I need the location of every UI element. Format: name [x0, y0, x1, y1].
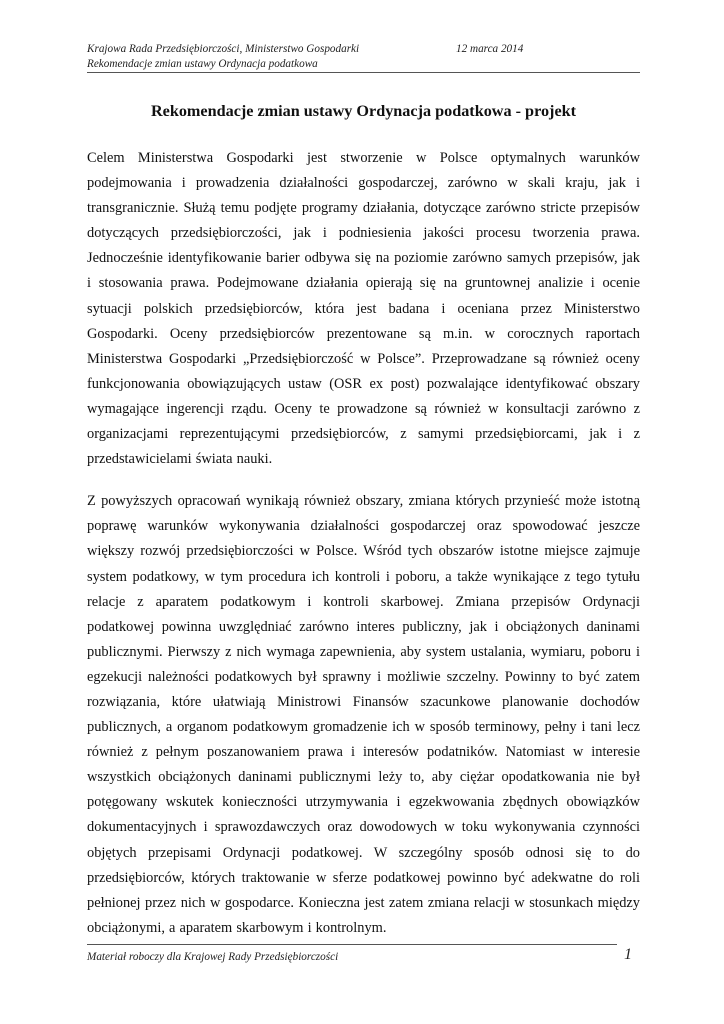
page-header	[87, 42, 640, 72]
footer-divider	[87, 944, 617, 945]
header-organization: Krajowa Rada Przedsiębiorczości, Ministerstwo Gospodarki	[87, 43, 360, 55]
document-title: Rekomendacje zmian ustawy Ordynacja podatkowa - projekt	[150, 102, 577, 120]
document-body	[87, 146, 640, 941]
paragraph-1: Celem Ministerstwa Gospodarki jest stworzenie w Polsce optymalnych warunków podejmowania i prowadzenia działalności gospodarczej, zarówno w skali kraju, jak i transgranicznie. Służą temu podjęte programy działania, dotyczące zarówno stricte przepisów dotyczących przedsiębiorczości, jak i podniesienia jakości procesu tworzenia prawa. Jednocześnie identyfikowanie barier odbywa się na poziomie zarówno samych przepisów, jak i stosowania prawa. Podejmowane działania opierają się na gruntownej analizie i ocenie sytuacji polskich przedsiębiorców, która jest badana i oceniana przez Ministerstwo Gospodarki. Oceny przedsiębiorców prezentowane są m.in. w corocznych raportach Ministerstwa Gospodarki „Przedsiębiorczość w Polsce”. Przeprowadzane są również oceny funkcjonowania obowiązujących ustaw (OSR ex post) pozwalające identyfikować obszary wymagające ingerencji rządu. Oceny te prowadzone są również w konsultacji zarówno z organizacjami reprezentującymi przedsiębiorców, z samymi przedsiębiorcami, jak i z przedstawicielami świata nauki.	[87, 150, 640, 468]
header-subtitle: Rekomendacje zmian ustawy Ordynacja podatkowa	[87, 58, 318, 70]
footer-text: Materiał roboczy dla Krajowej Rady Przedsiębiorczości	[87, 951, 339, 963]
paragraph-2: Z powyższych opracowań wynikają również obszary, zmiana których przynieść może istotną poprawę warunków wykonywania działalności gospodarczej oraz spowodować jeszcze większy rozwój przedsiębiorczości w Polsce. Wśród tych obszarów istotne miejsce zajmuje system podatkowy, w tym procedura ich kontroli i poboru, a także wynikające z tego tytułu relacje z aparatem podatkowym i kontroli skarbowej. Zmiana przepisów Ordynacji podatkowej powinna uwzględniać zarówno interes publiczny, jak i obciążonych daninami publicznymi. Pierwszy z nich wymaga zapewnienia, aby system ustalania, wymiaru, poboru i egzekucji należności podatkowych był sprawny i możliwie szczelny. Powinny to być zatem rozwiązania, które ułatwiają Ministrowi Finansów szacunkowe planowanie dochodów publicznych, a organom podatkowym gromadzenie ich w sposób terminowy, pełny i tani lecz również z pełnym poszanowaniem prawa i interesów podatników. Natomiast w interesie wszystkich obciążonych daninami publicznymi leży to, aby ciężar opodatkowania nie był potęgowany wskutek konieczności utrzymywania i egzekwowania zbędnych obowiązków dokumentacyjnych i sprawozdawczych oraz dowodowych w toku wykonywania czynności objętych przepisami Ordynacji podatkowej. W szczególny sposób odnosi się to do przedsiębiorców, których traktowanie w sferze podatkowej powinno być adekwatne do roli pełnionej przez nich w gospodarce. Konieczna jest zatem zmiana relacji w stosunkach między obciążonymi, a aparatem skarbowym i kontrolnym.	[87, 493, 640, 936]
header-row	[87, 42, 640, 57]
header-divider	[87, 72, 640, 73]
header-date: 12 marca 2014	[456, 43, 524, 55]
page-number: 1	[624, 946, 632, 963]
